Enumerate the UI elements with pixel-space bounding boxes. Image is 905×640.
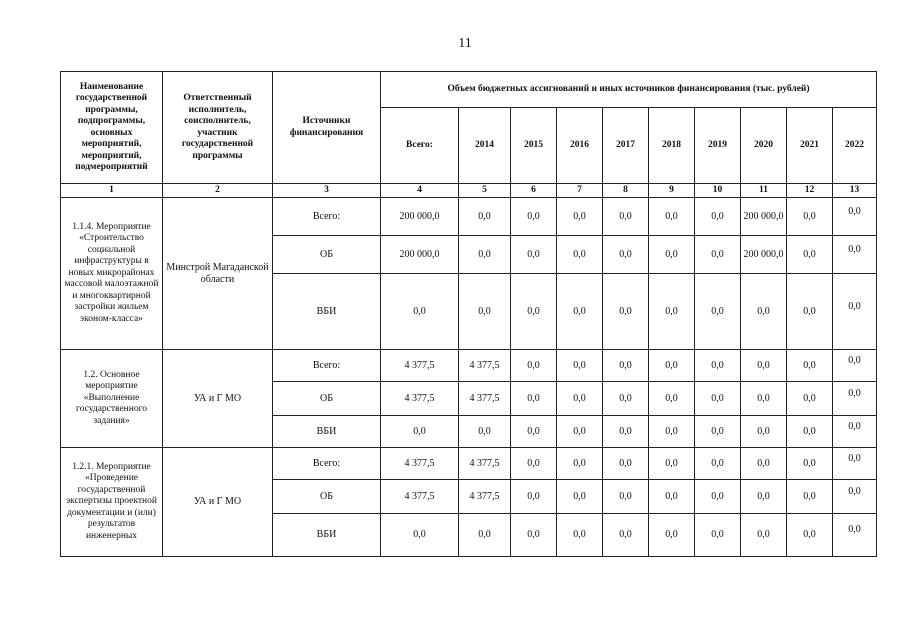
funding-value [787, 416, 833, 448]
column-number: 12 [787, 184, 833, 198]
funding-value [741, 382, 787, 416]
funding-value [381, 514, 459, 557]
funding-value-text: 0,0 [757, 490, 770, 502]
activity-name: 1.1.4. Мероприятие «Строительство социальной инфраструктуры в новых микрорайонах массовой малоэтажной и многоквартирной застройки жильем эконом-класса» [61, 198, 163, 350]
funding-value [511, 480, 557, 514]
column-number: 4 [381, 184, 459, 198]
funding-value-text: 0,0 [848, 420, 861, 432]
funding-value [695, 382, 741, 416]
funding-value [649, 274, 695, 350]
funding-value-text: 0,0 [573, 359, 586, 371]
funding-value-text: 0,0 [711, 359, 724, 371]
funding-value-text: 0,0 [478, 529, 491, 541]
funding-value-text: 0,0 [478, 425, 491, 437]
funding-value-text: 0,0 [619, 457, 632, 469]
column-number-row [61, 184, 877, 198]
header-year: 2019 [695, 108, 741, 184]
funding-value-text: 4 377,5 [469, 490, 500, 502]
funding-value [459, 514, 511, 557]
funding-value-text: 0,0 [803, 359, 816, 371]
funding-value-text: 200 000,0 [399, 248, 440, 260]
funding-value [511, 382, 557, 416]
column-number: 2 [163, 184, 273, 198]
funding-value [649, 382, 695, 416]
funding-value [557, 350, 603, 382]
funding-value-text: 0,0 [573, 210, 586, 222]
funding-value-text: 0,0 [848, 485, 861, 497]
funding-value-text: 0,0 [478, 210, 491, 222]
funding-value-text: 0,0 [527, 392, 540, 404]
funding-value [787, 198, 833, 236]
funding-value-text: 0,0 [573, 529, 586, 541]
funding-value [741, 514, 787, 557]
funding-value-text: 0,0 [619, 305, 632, 317]
funding-value-text: 0,0 [848, 300, 861, 312]
funding-source: Всего: [273, 198, 381, 236]
funding-value [459, 416, 511, 448]
column-number: 5 [459, 184, 511, 198]
table-row [61, 350, 877, 382]
header-year: 2014 [459, 108, 511, 184]
table-body [61, 198, 877, 557]
funding-value [603, 448, 649, 480]
funding-value-text: 0,0 [711, 457, 724, 469]
funding-value-text: 0,0 [803, 425, 816, 437]
funding-value-text: 0,0 [573, 305, 586, 317]
funding-value [833, 382, 877, 416]
header-sources: Источники финансирования [273, 72, 381, 184]
funding-value [787, 350, 833, 382]
header-executor: Ответственный исполнитель, соисполнитель, участник государственной программы [163, 72, 273, 184]
funding-value-text: 4 377,5 [469, 392, 500, 404]
funding-value-text: 0,0 [803, 529, 816, 541]
funding-value-text: 0,0 [711, 210, 724, 222]
funding-value-text: 0,0 [848, 205, 861, 217]
header-year: 2021 [787, 108, 833, 184]
funding-source: Всего: [273, 448, 381, 480]
funding-value-text: 0,0 [665, 305, 678, 317]
funding-value-text: 0,0 [757, 457, 770, 469]
activity-name: 1.2. Основное мероприятие «Выполнение государственного задания» [61, 350, 163, 448]
executor: Минстрой Магаданской области [163, 198, 273, 350]
funding-value-text: 0,0 [848, 387, 861, 399]
funding-value-text: 0,0 [665, 425, 678, 437]
funding-value-text: 200 000,0 [743, 248, 784, 260]
funding-value-text: 0,0 [711, 529, 724, 541]
funding-value-text: 0,0 [848, 354, 861, 366]
funding-value-text: 0,0 [711, 392, 724, 404]
funding-value [603, 236, 649, 274]
funding-value-text: 0,0 [757, 425, 770, 437]
funding-value-text: 0,0 [848, 524, 861, 536]
header-year: 2020 [741, 108, 787, 184]
funding-value [649, 514, 695, 557]
funding-value [381, 480, 459, 514]
funding-value-text: 0,0 [803, 457, 816, 469]
funding-value-text: 0,0 [573, 248, 586, 260]
funding-value [741, 480, 787, 514]
funding-value [787, 480, 833, 514]
funding-value [603, 274, 649, 350]
funding-value [833, 350, 877, 382]
funding-value-text: 0,0 [757, 305, 770, 317]
funding-value [459, 350, 511, 382]
funding-value [557, 236, 603, 274]
funding-value [381, 448, 459, 480]
funding-value [833, 236, 877, 274]
funding-value [381, 382, 459, 416]
funding-value [833, 480, 877, 514]
funding-value [459, 448, 511, 480]
funding-value [741, 274, 787, 350]
funding-value [557, 448, 603, 480]
funding-value-text: 4 377,5 [404, 490, 435, 502]
funding-value-text: 0,0 [665, 529, 678, 541]
header-funding-title: Объем бюджетных ассигнований и иных источников финансирования (тыс. рублей) [381, 72, 877, 108]
funding-value-text: 200 000,0 [743, 210, 784, 222]
funding-value [741, 236, 787, 274]
funding-value [459, 382, 511, 416]
funding-value-text: 0,0 [711, 490, 724, 502]
header-year: 2017 [603, 108, 649, 184]
funding-value-text: 0,0 [527, 490, 540, 502]
funding-value-text: 0,0 [619, 529, 632, 541]
funding-value [557, 198, 603, 236]
funding-value [511, 236, 557, 274]
funding-value-text: 4 377,5 [469, 457, 500, 469]
funding-value [381, 350, 459, 382]
header-year: 2022 [833, 108, 877, 184]
funding-value [741, 448, 787, 480]
funding-value [695, 416, 741, 448]
funding-value [695, 198, 741, 236]
funding-value-text: 0,0 [619, 359, 632, 371]
funding-value-text: 0,0 [848, 243, 861, 255]
funding-value-text: 0,0 [527, 210, 540, 222]
funding-source: ОБ [273, 236, 381, 274]
funding-source: Всего: [273, 350, 381, 382]
funding-value [695, 448, 741, 480]
funding-value [381, 236, 459, 274]
funding-value [649, 448, 695, 480]
column-number: 10 [695, 184, 741, 198]
funding-value-text: 0,0 [665, 210, 678, 222]
funding-value-text: 0,0 [478, 248, 491, 260]
funding-value [511, 350, 557, 382]
funding-value [511, 514, 557, 557]
funding-value [381, 198, 459, 236]
funding-value [787, 236, 833, 274]
funding-value-text: 0,0 [573, 457, 586, 469]
funding-value-text: 0,0 [711, 305, 724, 317]
funding-value [649, 480, 695, 514]
funding-value-text: 0,0 [413, 425, 426, 437]
funding-value-text: 0,0 [803, 210, 816, 222]
column-number: 6 [511, 184, 557, 198]
funding-value [649, 350, 695, 382]
funding-value-text: 200 000,0 [399, 210, 440, 222]
funding-value [695, 514, 741, 557]
column-number: 3 [273, 184, 381, 198]
funding-value-text: 0,0 [848, 452, 861, 464]
table-row [61, 448, 877, 480]
funding-value [787, 448, 833, 480]
funding-value-text: 0,0 [803, 490, 816, 502]
funding-value-text: 4 377,5 [404, 457, 435, 469]
funding-value [557, 382, 603, 416]
funding-value-text: 0,0 [413, 305, 426, 317]
funding-value [695, 274, 741, 350]
funding-value-text: 4 377,5 [404, 359, 435, 371]
funding-value-text: 0,0 [573, 490, 586, 502]
header-year: 2016 [557, 108, 603, 184]
funding-value [459, 198, 511, 236]
funding-value [603, 198, 649, 236]
funding-value-text: 0,0 [665, 490, 678, 502]
funding-source: ВБИ [273, 416, 381, 448]
funding-value-text: 0,0 [619, 248, 632, 260]
funding-value [603, 382, 649, 416]
funding-value-text: 0,0 [527, 305, 540, 317]
funding-value [695, 236, 741, 274]
funding-value [649, 198, 695, 236]
funding-value [833, 448, 877, 480]
funding-value [459, 480, 511, 514]
funding-value-text: 0,0 [527, 359, 540, 371]
funding-value [603, 416, 649, 448]
funding-value [833, 198, 877, 236]
funding-value [695, 350, 741, 382]
funding-value-text: 0,0 [803, 392, 816, 404]
column-number: 13 [833, 184, 877, 198]
funding-value-text: 0,0 [527, 248, 540, 260]
header-name: Наименование государственной программы, подпрограммы, основных мероприятий, мероприятий, подмероприятий [61, 72, 163, 184]
funding-value-text: 0,0 [665, 248, 678, 260]
column-number: 8 [603, 184, 649, 198]
funding-value [741, 416, 787, 448]
funding-value [833, 416, 877, 448]
header-year: 2018 [649, 108, 695, 184]
funding-value [833, 514, 877, 557]
funding-value [459, 274, 511, 350]
column-number: 7 [557, 184, 603, 198]
funding-value [511, 416, 557, 448]
funding-value-text: 0,0 [757, 359, 770, 371]
column-number: 9 [649, 184, 695, 198]
funding-value-text: 0,0 [803, 248, 816, 260]
column-number: 1 [61, 184, 163, 198]
page-number: 11 [458, 36, 472, 51]
funding-value [557, 480, 603, 514]
funding-value-text: 0,0 [619, 490, 632, 502]
funding-value [787, 274, 833, 350]
funding-value-text: 0,0 [527, 529, 540, 541]
funding-value-text: 0,0 [478, 305, 491, 317]
funding-value-text: 0,0 [757, 529, 770, 541]
funding-value [787, 514, 833, 557]
funding-value [459, 236, 511, 274]
table-row [61, 198, 877, 236]
funding-value [511, 198, 557, 236]
funding-source: ВБИ [273, 274, 381, 350]
activity-name: 1.2.1. Мероприятие «Проведение государственной экспертизы проектной документации и (или) результатов инженерных [61, 448, 163, 557]
funding-value [649, 236, 695, 274]
executor: УА и Г МО [163, 350, 273, 448]
funding-value [741, 198, 787, 236]
funding-value-text: 4 377,5 [469, 359, 500, 371]
funding-value-text: 0,0 [527, 425, 540, 437]
column-number: 11 [741, 184, 787, 198]
executor: УА и Г МО [163, 448, 273, 557]
funding-value [511, 274, 557, 350]
funding-source: ОБ [273, 480, 381, 514]
funding-value [511, 448, 557, 480]
funding-value-text: 0,0 [413, 529, 426, 541]
funding-value-text: 0,0 [711, 425, 724, 437]
funding-value [695, 480, 741, 514]
funding-value-text: 0,0 [665, 392, 678, 404]
funding-value [603, 514, 649, 557]
funding-value [557, 274, 603, 350]
funding-value [381, 416, 459, 448]
funding-value-text: 0,0 [665, 457, 678, 469]
funding-source: ВБИ [273, 514, 381, 557]
funding-value-text: 0,0 [527, 457, 540, 469]
funding-value-text: 0,0 [803, 305, 816, 317]
funding-value [603, 350, 649, 382]
funding-value-text: 0,0 [573, 425, 586, 437]
funding-value-text: 0,0 [573, 392, 586, 404]
funding-value-text: 0,0 [757, 392, 770, 404]
header-total: Всего: [381, 108, 459, 184]
funding-value [557, 416, 603, 448]
funding-value [603, 480, 649, 514]
funding-source: ОБ [273, 382, 381, 416]
funding-value-text: 0,0 [665, 359, 678, 371]
funding-value [787, 382, 833, 416]
funding-value-text: 0,0 [619, 210, 632, 222]
funding-value [833, 274, 877, 350]
funding-value-text: 0,0 [619, 425, 632, 437]
funding-value [741, 350, 787, 382]
funding-value [649, 416, 695, 448]
funding-value-text: 0,0 [711, 248, 724, 260]
funding-value [381, 274, 459, 350]
budget-table [60, 71, 877, 557]
funding-value-text: 0,0 [619, 392, 632, 404]
funding-value [557, 514, 603, 557]
header-year: 2015 [511, 108, 557, 184]
funding-value-text: 4 377,5 [404, 392, 435, 404]
